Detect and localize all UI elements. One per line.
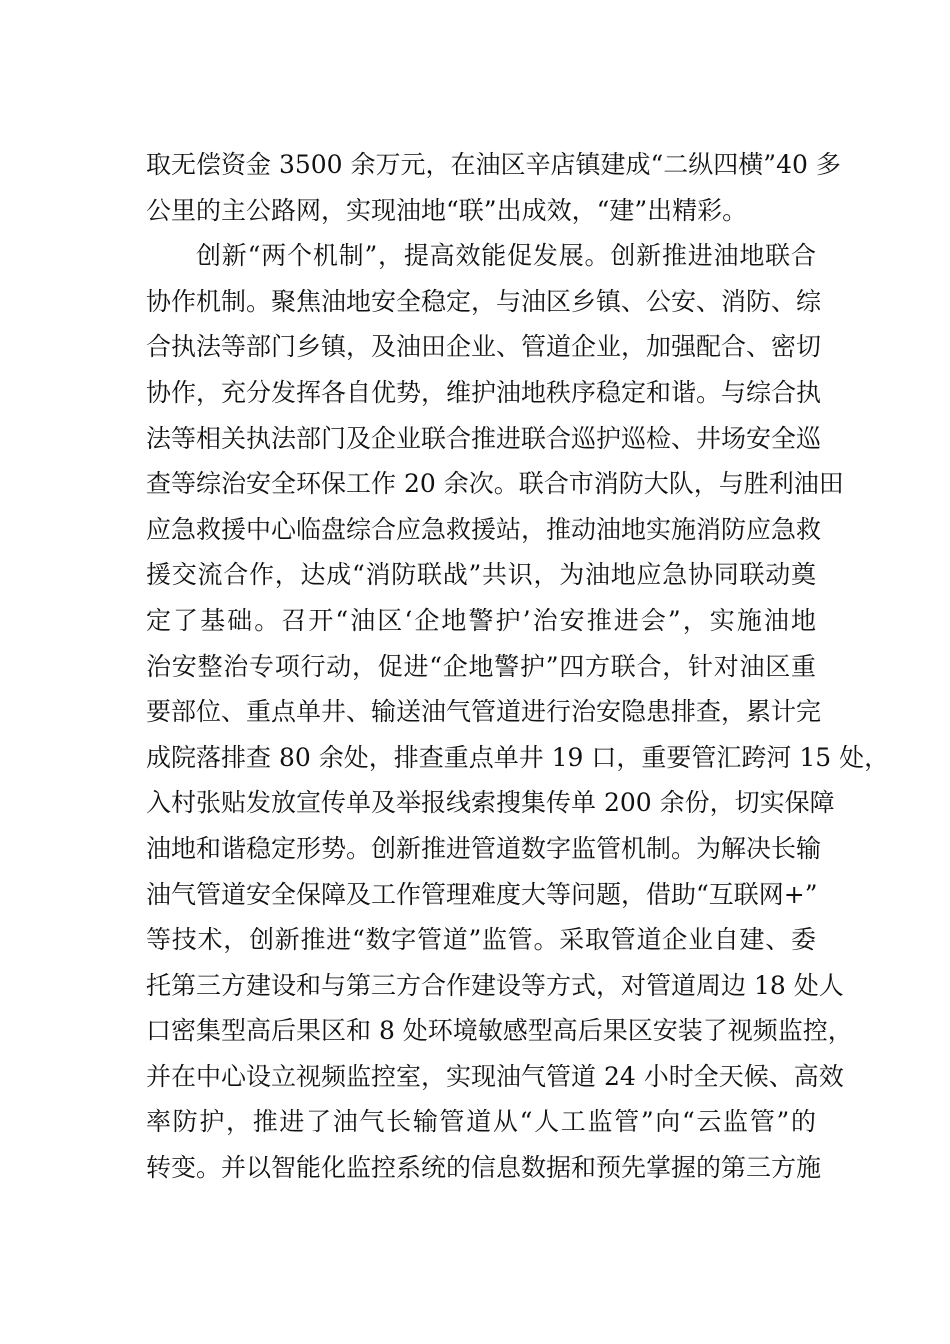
- text-line: 油地和谐稳定形势。创新推进管道数字监管机制。为解决长输: [146, 833, 822, 863]
- text-line: 治安整治专项行动，促进“企地警护”四方联合，针对油区重: [146, 651, 816, 681]
- text-line: 查等综治安全环保工作 20 余次。联合市消防大队，与胜利油田: [146, 469, 844, 499]
- text-line: 口密集型高后果区和 8 处环境敏感型高后果区安装了视频监控，: [146, 1016, 853, 1046]
- text-line: 取无偿资金 3500 余万元，在油区辛店镇建成“二纵四横”40 多: [146, 150, 841, 179]
- text-line: 要部位、重点单井、输送油气管道进行治安隐患排查，累计完: [146, 697, 822, 727]
- paragraph-start-line: 创新“两个机制”，提高效能促发展。创新推进油地联合: [196, 241, 816, 271]
- text-line: 托第三方建设和与第三方合作建设等方式，对管道周边 18 处人: [146, 970, 844, 1000]
- text-line: 合执法等部门乡镇，及油田企业、管道企业，加强配合、密切: [146, 332, 822, 362]
- text-line: 率防护，推进了油气长输管道从“人工监管”向“云监管”的: [146, 1107, 816, 1137]
- body-text: [146, 142, 890, 1191]
- text-line: 援交流合作，达成“消防联战”共识，为油地应急协同联动奠: [146, 560, 816, 590]
- text-line: 法等相关执法部门及企业联合推进联合巡护巡检、井场安全巡: [146, 423, 822, 453]
- text-line: 成院落排查 80 余处，排查重点单井 19 口，重要管汇跨河 15 处，: [146, 742, 890, 772]
- text-line: 公里的主公路网，实现油地“联”出成效，“建”出精彩。: [146, 195, 748, 225]
- text-line: 等技术，创新推进“数字管道”监管。采取管道企业自建、委: [146, 925, 816, 955]
- text-line: 协作机制。聚焦油地安全稳定，与油区乡镇、公安、消防、综: [146, 286, 822, 316]
- text-line: 转变。并以智能化监控系统的信息数据和预先掌握的第三方施: [146, 1153, 822, 1183]
- text-line: 入村张贴发放宣传单及举报线索搜集传单 200 余份，切实保障: [146, 788, 835, 818]
- text-line: 协作，充分发挥各自优势，维护油地秩序稳定和谐。与综合执: [146, 377, 822, 407]
- text-line: 油气管道安全保障及工作管理难度大等问题，借助“互联网+”: [146, 879, 818, 909]
- text-line: 并在中心设立视频监控室，实现油气管道 24 小时全天候、高效: [146, 1061, 844, 1091]
- text-line: 应急救援中心临盘综合应急救援站，推动油地实施消防应急救: [146, 514, 822, 544]
- text-line: 定了基础。召开“油区‘企地警护’治安推进会”，实施油地: [146, 605, 816, 635]
